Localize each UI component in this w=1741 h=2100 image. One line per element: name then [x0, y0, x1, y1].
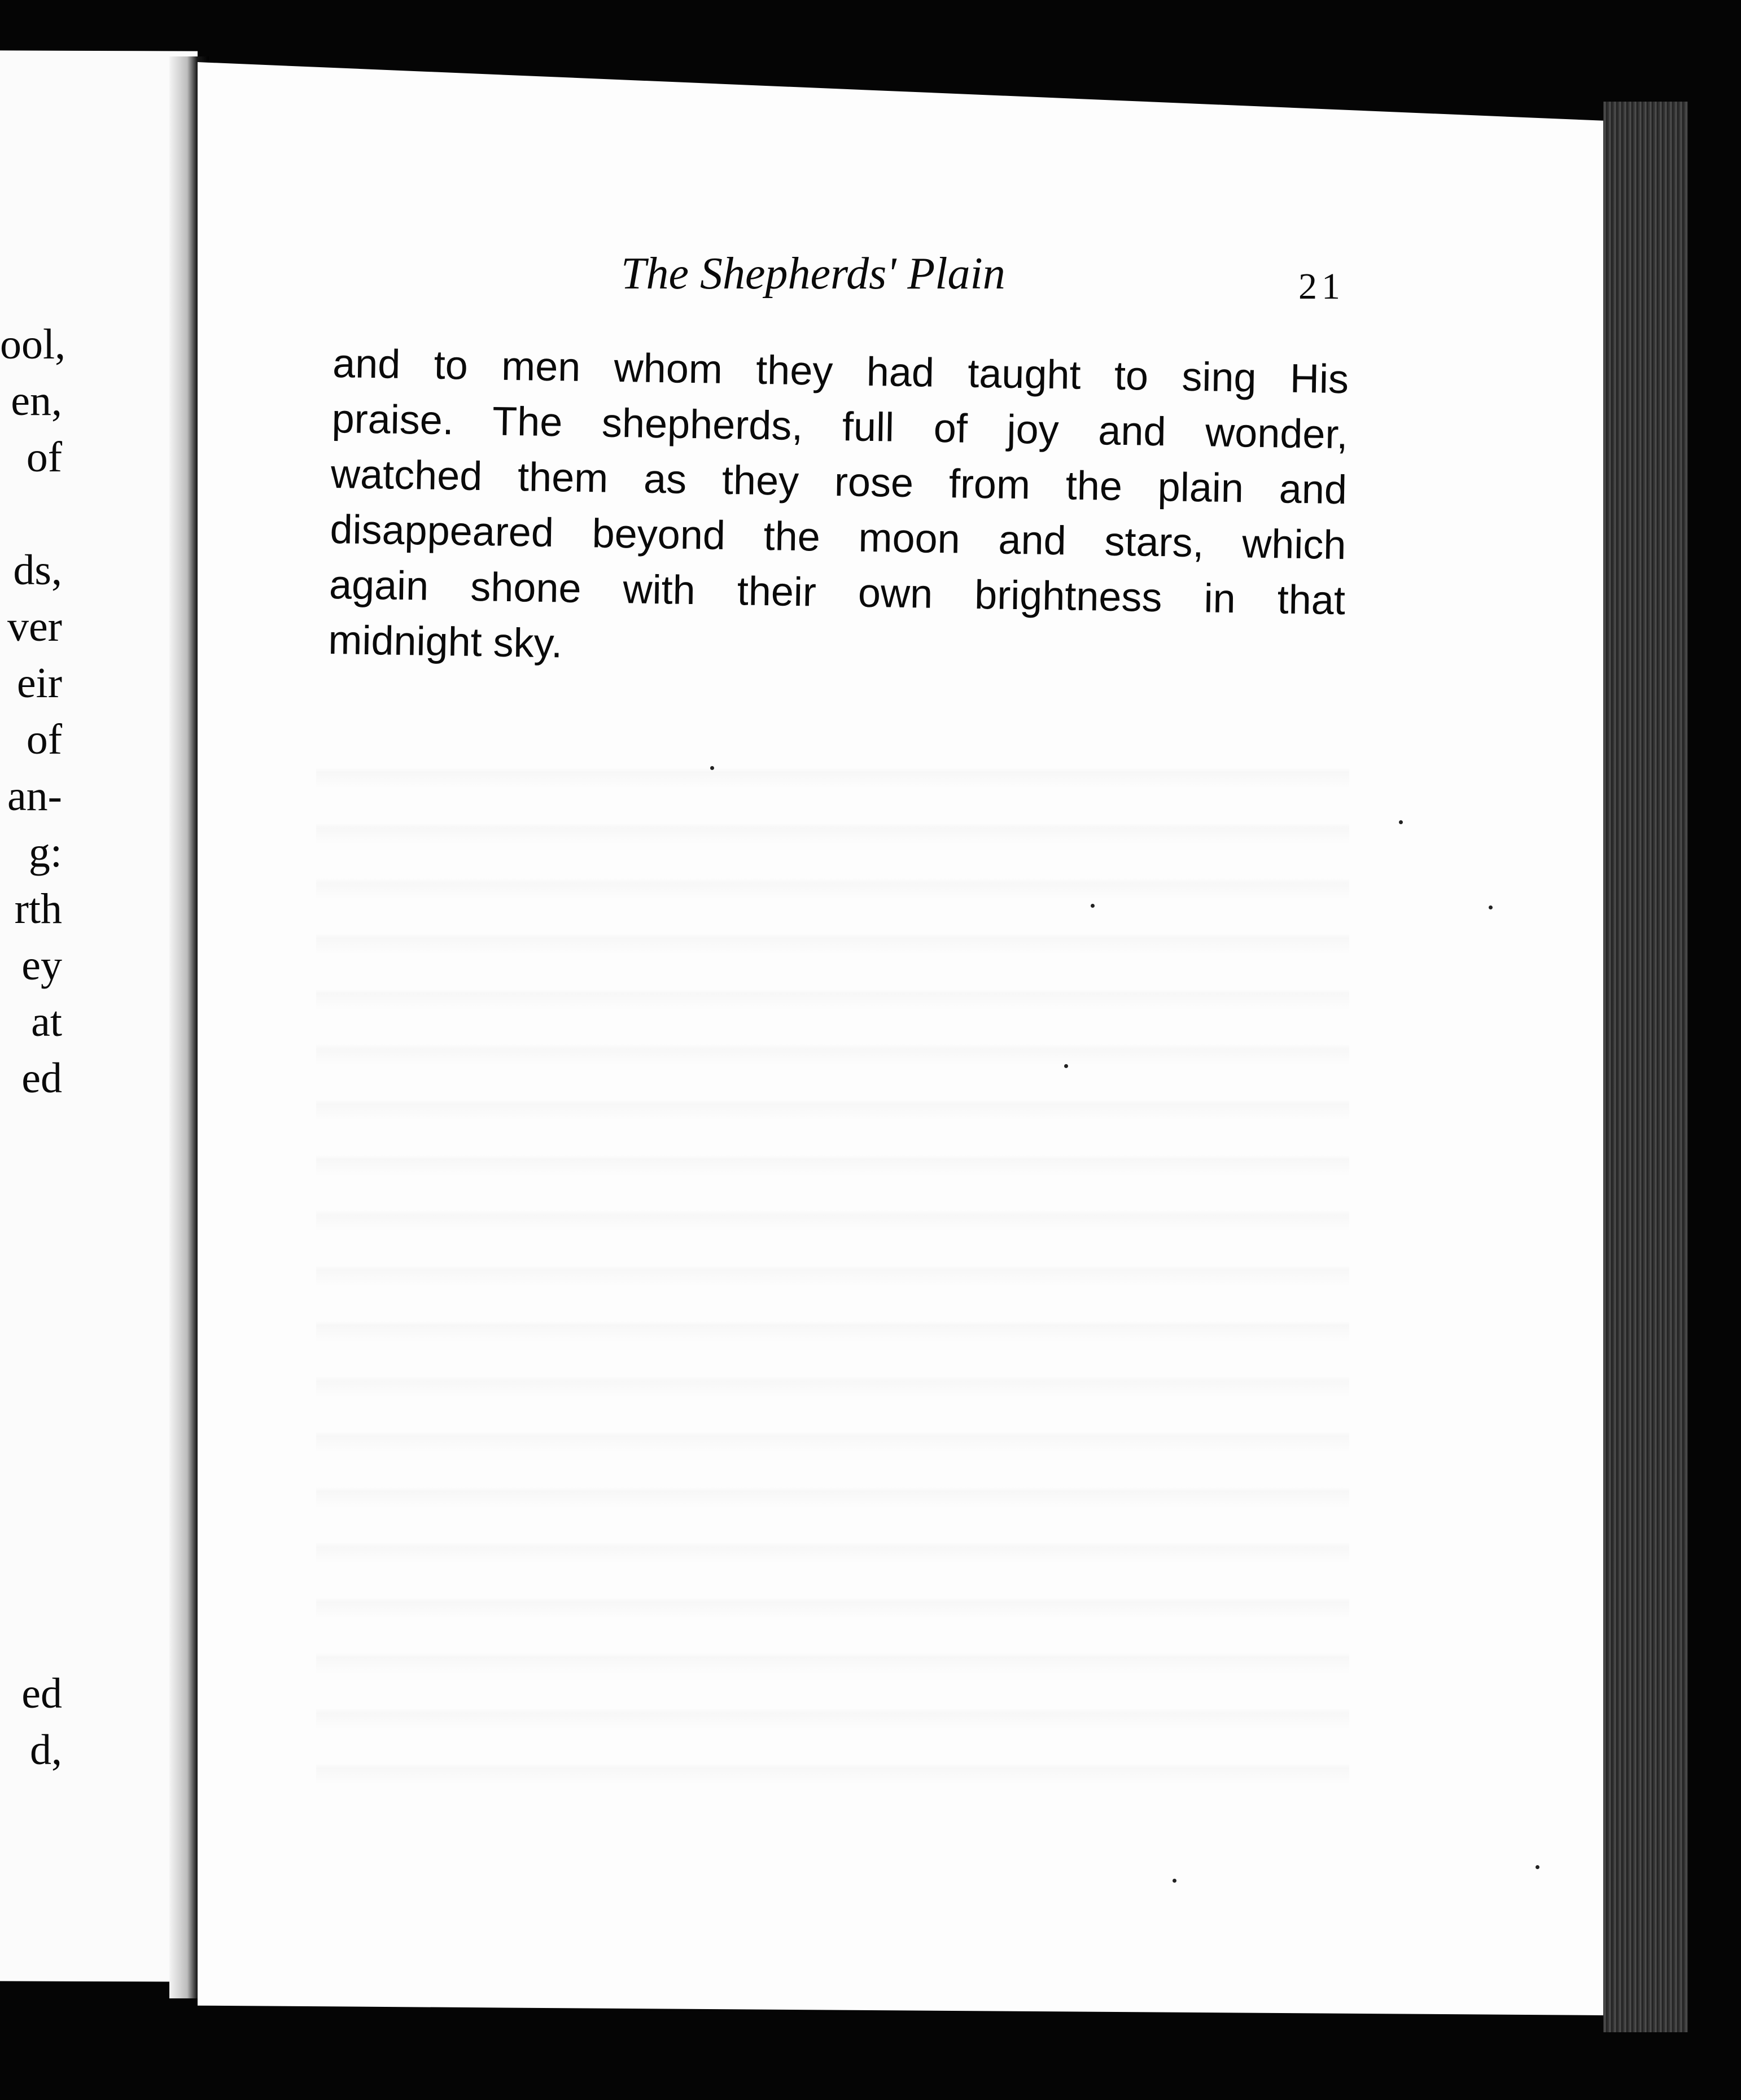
left-fragment: at: [31, 998, 62, 1045]
paper-speck: [1399, 820, 1403, 824]
paper-speck: [1489, 905, 1493, 909]
left-fragment: of: [26, 716, 62, 763]
paper-speck: [1536, 1865, 1539, 1869]
left-fragment: eir: [16, 659, 62, 707]
left-fragment: ool,: [0, 321, 66, 368]
left-fragment: rth: [14, 885, 62, 933]
text-line: praise. The shepherds, full of joy and wonder,: [331, 396, 1349, 458]
left-fragment: of: [26, 434, 62, 481]
paper-speck: [710, 766, 714, 770]
show-through-texture: [316, 734, 1349, 1806]
paper-speck: [1091, 904, 1095, 908]
body-paragraph: [328, 336, 1349, 684]
page-number: 21: [1298, 266, 1345, 307]
left-fragment: en,: [11, 377, 62, 425]
text-line: and to men whom they had taught to sing His: [332, 340, 1349, 403]
left-fragment: an-: [7, 772, 62, 820]
left-page-text-fragments: [0, 316, 66, 1778]
left-fragment: ver: [7, 603, 62, 650]
text-line: watched them as they rose from the plain and: [330, 451, 1348, 513]
left-fragment: d,: [30, 1726, 62, 1774]
paper-speck: [1173, 1879, 1176, 1883]
paper-speck: [1064, 1064, 1068, 1068]
text-line: again shone with their own brightness in that: [329, 562, 1346, 624]
left-fragment: ed: [21, 1055, 62, 1102]
text-line: disappeared beyond the moon and stars, which: [329, 506, 1347, 568]
page-block-edge: [1603, 102, 1688, 2032]
text-line: midnight sky.: [327, 617, 563, 667]
left-fragment: g:: [28, 829, 62, 876]
left-fragment: ed: [21, 1670, 62, 1717]
left-fragment: ds,: [13, 546, 62, 594]
running-head: The Shepherds' Plain: [621, 249, 1005, 299]
left-fragment: ey: [21, 942, 62, 989]
